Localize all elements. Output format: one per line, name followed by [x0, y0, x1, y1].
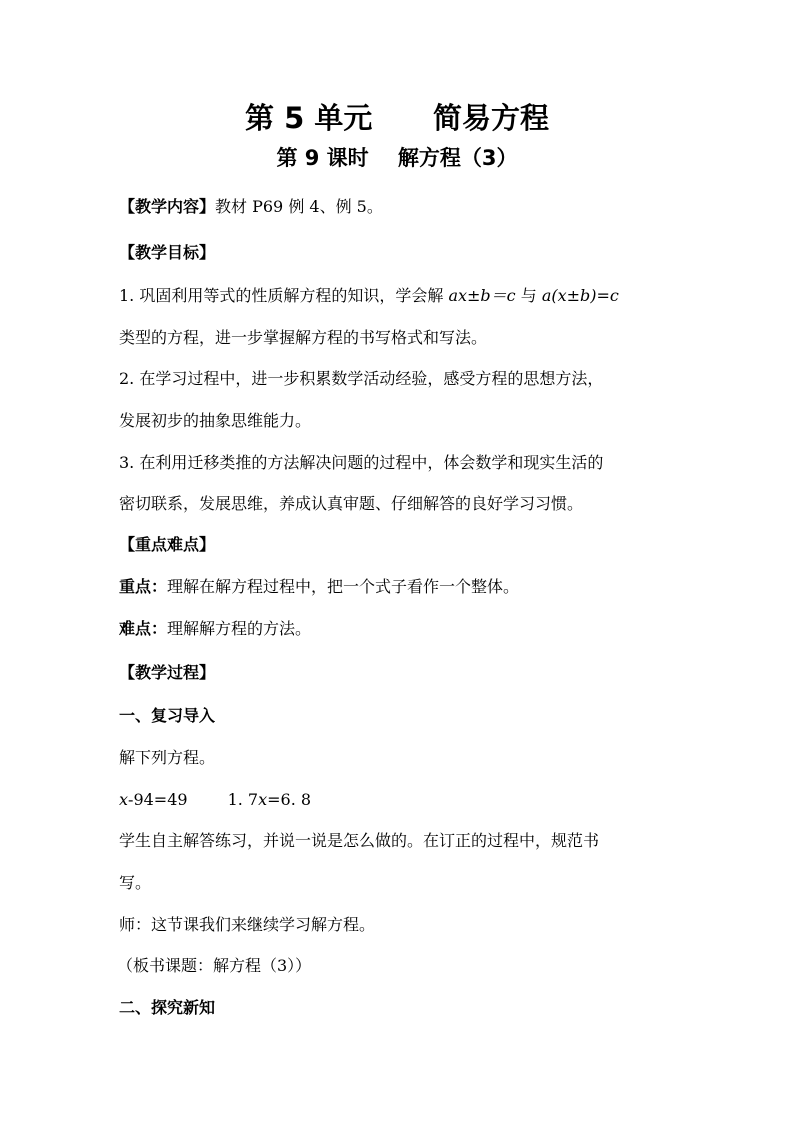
objective-1-text-a: 1. 巩固利用等式的性质解方程的知识，学会解: [119, 286, 449, 305]
instruction-text: 解下列方程。: [119, 748, 216, 767]
difficult-point-text: 理解解方程的方法。: [167, 619, 312, 638]
objective-1-formula-2: a(x±b)=c: [541, 286, 619, 305]
board-title: （板书课题：解方程（3））: [117, 956, 312, 975]
objective-1-formula-1: ax±b＝c: [448, 286, 516, 305]
key-points-heading: 【重点难点】: [119, 535, 216, 554]
lesson-title: 第 9 课时 解方程（3）: [276, 146, 518, 170]
objective-1-line-2: 类型的方程，进一步掌握解方程的书写格式和写法。: [119, 328, 488, 347]
key-point-text: 理解在解方程过程中，把一个式子看作一个整体。: [167, 577, 520, 596]
objective-2-line-2: 发展初步的抽象思维能力。: [119, 411, 312, 430]
process-heading: 【教学过程】: [119, 663, 216, 682]
objective-2-line-1: 2. 在学习过程中，进一步积累数学活动经验，感受方程的思想方法，: [119, 369, 604, 388]
objective-3-line-2: 密切联系，发展思维，养成认真审题、仔细解答的良好学习习惯。: [119, 494, 584, 513]
key-point-label: 重点：: [119, 577, 168, 596]
equation-2-coefficient: 1. 7: [227, 790, 259, 809]
equation-2-variable: x: [258, 790, 268, 809]
section-2-title: 二、探究新知: [119, 998, 216, 1017]
teaching-content-text: 教材 P69 例 4、例 5。: [215, 197, 383, 216]
student-activity-line-1: 学生自主解答练习，并说一说是怎么做的。在订正的过程中，规范书: [119, 831, 600, 850]
difficult-point-line: [119, 617, 689, 641]
teaching-content-line: [119, 195, 689, 219]
teaching-content-label: 【教学内容】: [119, 197, 216, 216]
student-activity-line-2: 写。: [119, 873, 152, 892]
equation-1-rest: -94=49: [128, 790, 188, 809]
objectives-heading: 【教学目标】: [119, 243, 216, 262]
equation-2-rest: =6. 8: [267, 790, 312, 809]
difficult-point-label: 难点：: [119, 619, 168, 638]
key-point-line: [119, 575, 689, 599]
equation-1-variable: x: [119, 790, 129, 809]
objective-1-line-1: [119, 284, 689, 308]
objective-3-line-1: 3. 在利用迁移类推的方法解决问题的过程中，体会数学和现实生活的: [119, 453, 604, 472]
section-1-title: 一、复习导入: [119, 706, 216, 725]
objective-1-text-b: 与: [515, 286, 542, 305]
teacher-line: 师：这节课我们来继续学习解方程。: [119, 915, 376, 934]
unit-title: 第 5 单元 简易方程: [245, 101, 549, 135]
review-equations: [119, 788, 689, 812]
